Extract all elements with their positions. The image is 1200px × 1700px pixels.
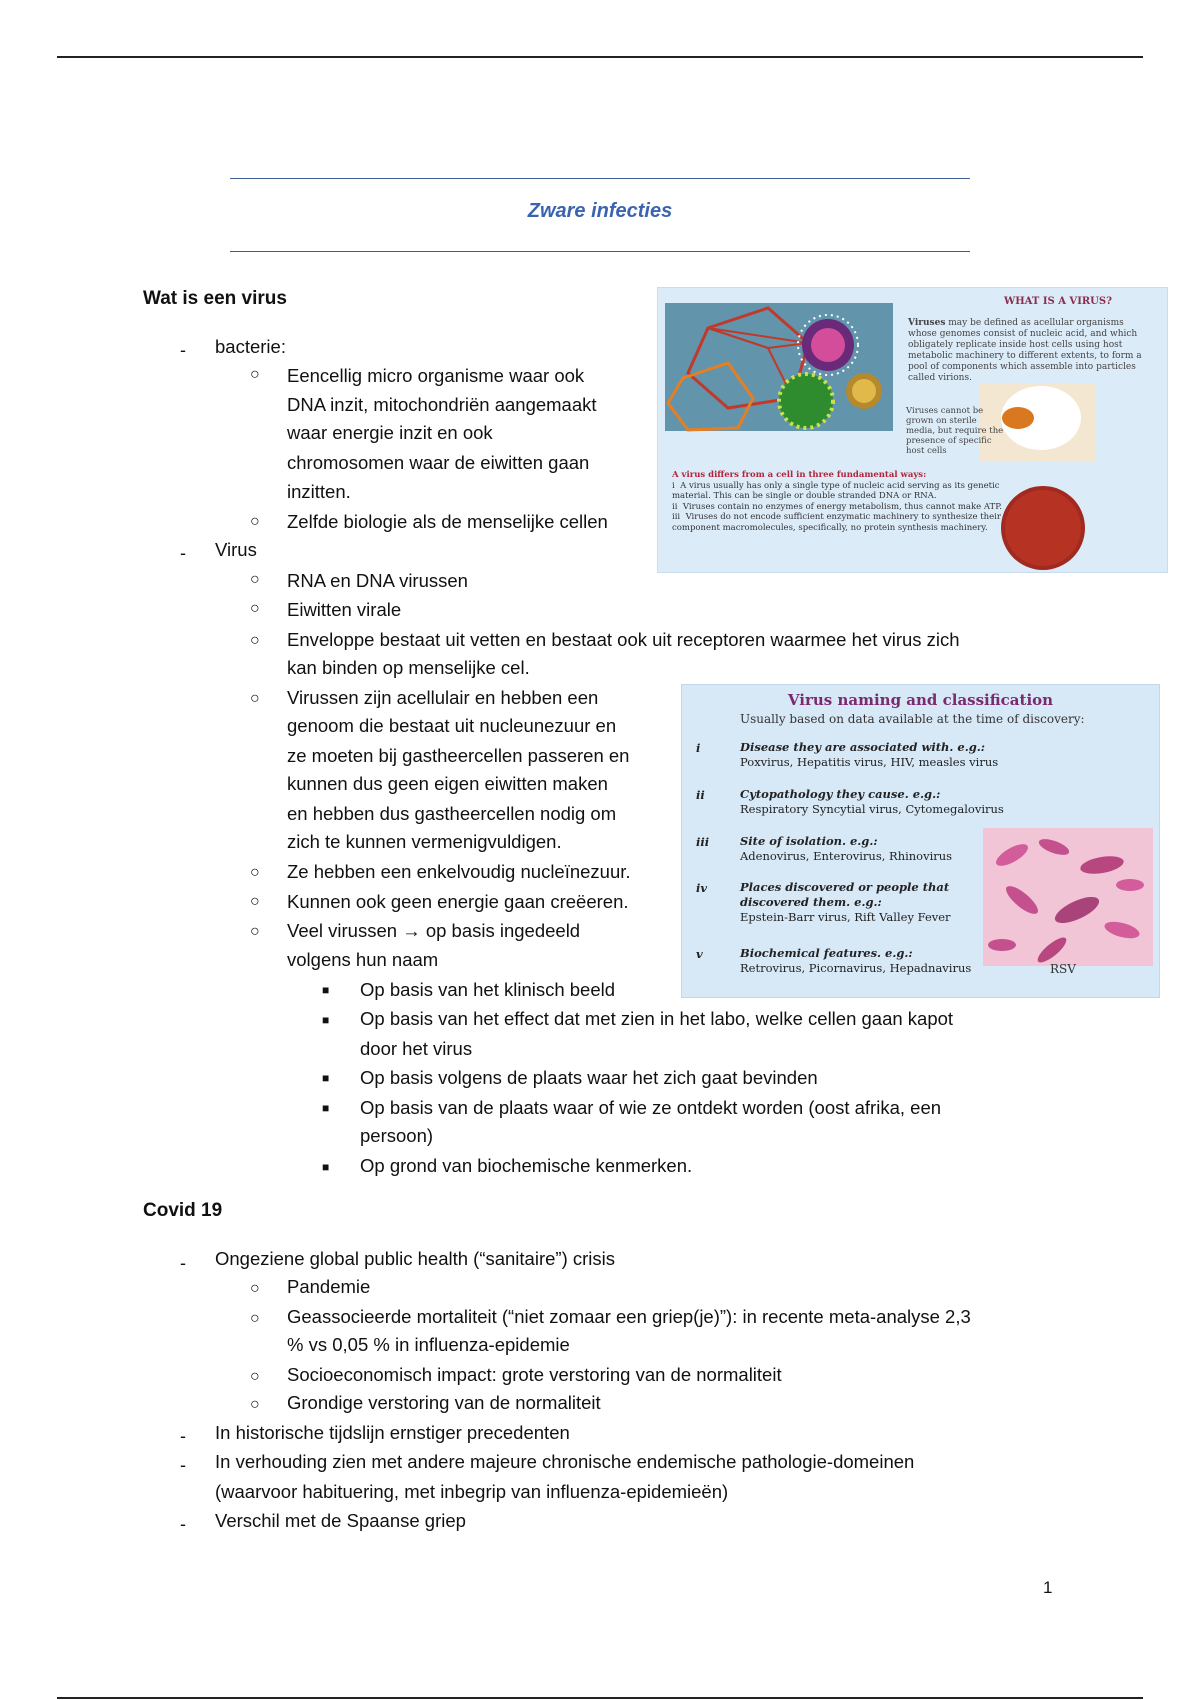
list-item: Op basis van het klinisch beeld [360, 979, 616, 1000]
dash-marker: - [180, 1426, 186, 1446]
list-item: Op basis van het effect dat met zien in het labo, welke cellen gaan kapot [360, 1008, 954, 1029]
list-item-bacterie: bacterie: [215, 336, 286, 357]
list-item: % vs 0,05 % in influenza-epidemie [287, 1334, 570, 1355]
dash-marker: - [180, 543, 186, 563]
figure-what-is-a-virus [657, 287, 1168, 573]
section-heading-virus: Wat is een virus [143, 288, 287, 309]
list-item: inzitten. [287, 481, 351, 502]
figure2-num: iii [696, 835, 710, 849]
circle-bullet-icon: ○ [250, 1396, 260, 1413]
list-item: Eiwitten virale [287, 599, 402, 620]
circle-bullet-icon: ○ [250, 1280, 260, 1297]
list-item-virus: Virus [215, 539, 257, 560]
circle-bullet-icon: ○ [250, 571, 260, 588]
footer-rule [57, 1697, 1143, 1699]
list-item: kunnen dus geen eigen eiwitten maken [287, 773, 608, 794]
list-item: Geassocieerde mortaliteit (“niet zomaar een griep(je)”): in recente meta-analyse 2,3 [287, 1306, 971, 1327]
square-bullet-icon: ■ [322, 1101, 330, 1115]
list-item: Enveloppe bestaat uit vetten en bestaat ook uit receptoren waarmee het virus zich [287, 629, 960, 650]
list-item: ze moeten bij gastheercellen passeren en [287, 745, 630, 766]
title-rule-bottom [230, 251, 970, 252]
figure2-rsv-label: RSV [1050, 962, 1076, 976]
figure1-differences: A virus differs from a cell in three fundamental ways: i A virus usually has only a single type of nucleic acid serving as its genetic material. This can be single or double stranded DNA or RNA. ii Viruses contain no enzymes of energy metabolism, thus cannot make ATP. iii Viruses do not encode sufficient enzymatic machinery to synthesize their component macromolecules, specifically, no protein synthesis machinery. [672, 470, 1002, 533]
figure2-num: ii [696, 788, 705, 802]
list-item: Zelfde biologie als de menselijke cellen [287, 511, 608, 532]
list-item: volgens hun naam [287, 949, 439, 970]
circle-bullet-icon: ○ [250, 893, 260, 910]
list-item: Veel virussen → op basis ingedeeld [287, 920, 581, 941]
section-heading-covid: Covid 19 [143, 1200, 223, 1221]
list-item: Ze hebben een enkelvoudig nucleïnezuur. [287, 861, 631, 882]
list-item: genoom die bestaat uit nucleunezuur en [287, 715, 617, 736]
list-item: In historische tijdslijn ernstiger precedenten [215, 1422, 570, 1443]
title-rule-top [230, 178, 970, 179]
list-item: DNA inzit, mitochondriën aangemaakt [287, 394, 597, 415]
circle-bullet-icon: ○ [250, 1368, 260, 1385]
list-item: In verhouding zien met andere majeure chronische endemische pathologie-domeinen [215, 1451, 915, 1472]
dash-marker: - [180, 1455, 186, 1475]
figure-virus-naming [681, 684, 1160, 998]
figure2-num: v [696, 947, 703, 961]
list-item: RNA en DNA virussen [287, 570, 468, 591]
list-item: (waarvoor habituering, met inbegrip van influenza-epidemieën) [215, 1481, 729, 1502]
figure2-category: Places discovered or people that discovered them. e.g.: Epstein-Barr virus, Rift Valley Fever [740, 880, 951, 924]
list-item: zich te kunnen vermenigvuldigen. [287, 831, 562, 852]
list-item: Op basis volgens de plaats waar het zich gaat bevinden [360, 1067, 818, 1088]
list-item: Ongeziene global public health (“sanitaire”) crisis [215, 1248, 615, 1269]
list-item: Eencellig micro organisme waar ook [287, 365, 585, 386]
list-item: door het virus [360, 1038, 473, 1059]
page-number: 1 [1043, 1578, 1053, 1597]
list-item: chromosomen waar de eiwitten gaan [287, 452, 590, 473]
figure2-num: iv [696, 881, 708, 895]
list-item: persoon) [360, 1125, 434, 1146]
figure1-paragraph: Viruses may be defined as acellular organisms whose genomes consist of nucleic acid, and which obligately replicate inside host cells using host metabolic machinery to different extents, to form a pool of components which assemble into particles called virions. [908, 318, 1142, 383]
dash-marker: - [180, 340, 186, 360]
square-bullet-icon: ■ [322, 1160, 330, 1174]
circle-bullet-icon: ○ [250, 600, 260, 617]
list-item: Socioeconomisch impact: grote verstoring van de normaliteit [287, 1364, 782, 1385]
dash-marker: - [180, 1253, 186, 1273]
figure1-note: Viruses cannot be grown on sterile media, but require the presence of specific host cells [906, 406, 1004, 456]
circle-bullet-icon: ○ [250, 864, 260, 881]
list-item: Verschil met de Spaanse griep [215, 1510, 466, 1531]
circle-bullet-icon: ○ [250, 632, 260, 649]
circle-bullet-icon: ○ [250, 690, 260, 707]
list-item: en hebben dus gastheercellen nodig om [287, 803, 617, 824]
figure2-category: Site of isolation. e.g.: Adenovirus, Enterovirus, Rhinovirus [740, 834, 953, 863]
circle-bullet-icon: ○ [250, 366, 260, 383]
square-bullet-icon: ■ [322, 983, 330, 997]
figure2-category: Disease they are associated with. e.g.: Poxvirus, Hepatitis virus, HIV, measles virus [740, 740, 999, 769]
list-item: Virussen zijn acellulair en hebben een [287, 687, 599, 708]
list-item: Pandemie [287, 1276, 371, 1297]
square-bullet-icon: ■ [322, 1013, 330, 1027]
square-bullet-icon: ■ [322, 1071, 330, 1085]
figure2-category: Cytopathology they cause. e.g.: Respiratory Syncytial virus, Cytomegalovirus [740, 787, 1004, 816]
list-item: Grondige verstoring van de normaliteit [287, 1392, 601, 1413]
list-item: Kunnen ook geen energie gaan creëeren. [287, 891, 629, 912]
dash-marker: - [180, 1514, 186, 1534]
figure2-num: i [696, 741, 701, 755]
list-item: Op basis van de plaats waar of wie ze ontdekt worden (oost afrika, een [360, 1097, 942, 1118]
page-title: Zware infecties [527, 200, 673, 222]
circle-bullet-icon: ○ [250, 923, 260, 940]
circle-bullet-icon: ○ [250, 513, 260, 530]
figure2-category: Biochemical features. e.g.: Retrovirus, Picornavirus, Hepadnavirus [740, 946, 972, 975]
figure2-subtitle: Usually based on data available at the time of discovery: [740, 712, 1085, 726]
header-rule [57, 56, 1143, 58]
list-item: kan binden op menselijke cel. [287, 657, 530, 678]
list-item: Op grond van biochemische kenmerken. [360, 1155, 693, 1176]
circle-bullet-icon: ○ [250, 1310, 260, 1327]
list-item: waar energie inzit en ook [287, 422, 493, 443]
figure1-title: WHAT IS A VIRUS? [1004, 296, 1112, 307]
figure2-title: Virus naming and classification [787, 691, 1054, 709]
